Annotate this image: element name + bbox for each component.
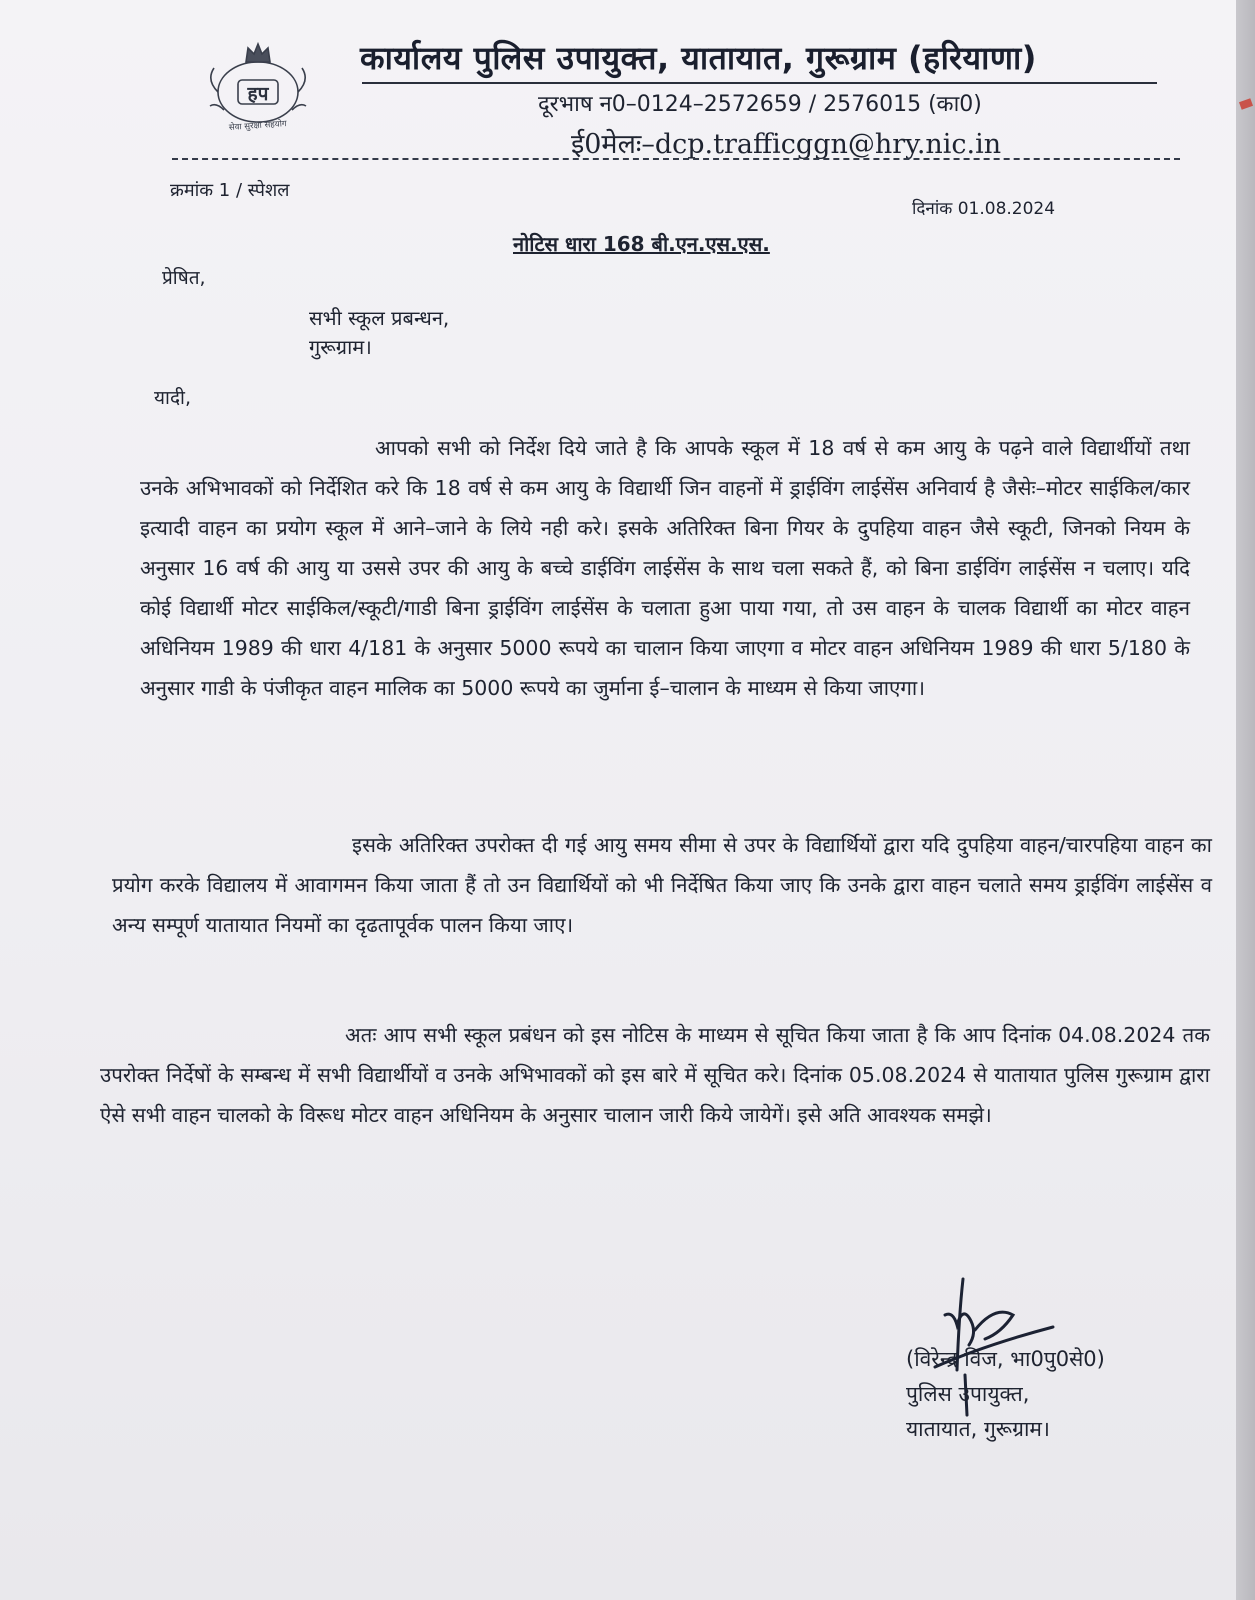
letter-date: दिनांक 01.08.2024	[912, 199, 1056, 219]
haryana-police-emblem	[196, 40, 321, 140]
signatory-name: (विरेन्द्र विज, भा0पु0से0)	[906, 1347, 1105, 1371]
salutation: यादी,	[154, 387, 191, 409]
recipient-line-1: सभी स्कूल प्रबन्धन,	[309, 306, 450, 330]
phone-number: दूरभाष न0–0124–2572659 / 2576015 (का0)	[538, 92, 982, 117]
recipient-line-2: गुरूग्राम।	[309, 335, 372, 359]
title-underline	[362, 82, 1157, 84]
emblem-motto: सेवा सुरक्षा सहयोग	[228, 119, 288, 134]
body-paragraph-1: आपको सभी को निर्देश दिये जाते है कि आपके स्कूल में 18 वर्ष से कम आयु के पढ़ने वाले विद्यार्थीयों तथा उनके अभिभावकों को निर्देशित करे कि 18 वर्ष से कम आयु के विद्यार्थी जिन वाहनों में ड्राईविंग लाईसेंस अनिवार्य है जैसेः–मोटर साईकिल/कार इत्यादी वाहन का प्रयोग स्कूल में आने–जाने के लिये नही करे। इसके अतिरिक्त बिना गियर के दुपहिया वाहन जैसे स्कूटी, जिनको नियम के अनुसार 16 वर्ष की आयु या उससे उपर की आयु के बच्चे डाईविंग लाईसेंस के साथ चला सकते हैं, को बिना डाईविंग लाईसेंस न चलाए। यदि कोई विद्यार्थी मोटर साईकिल/स्कूटी/गाडी बिना ड्राईविंग लाईसेंस के चलाता हुआ पाया गया, तो उस वाहन के चालक विद्यार्थी का मोटर वाहन अधिनियम 1989 की धारा 4/181 के अनुसार 5000 रूपये का चालान किया जाएगा व मोटर वाहन अधिनियम 1989 की धारा 5/180 के अनुसार गाडी के पंजीकृत वाहन मालिक का 5000 रूपये का जुर्माना ई–चालान के माध्यम से किया जाएगा।	[140, 436, 1190, 700]
reference-number: क्रमांक 1 / स्पेशल	[170, 180, 290, 201]
office-title: कार्यालय पुलिस उपायुक्त, यातायात, गुरूग्राम (हरियाणा)	[360, 39, 1037, 77]
to-label: प्रेषित,	[162, 267, 206, 289]
body-paragraph-2: इसके अतिरिक्त उपरोक्त दी गई आयु समय सीमा से उपर के विद्यार्थियों द्वारा यदि दुपहिया वाहन/चारपहिया वाहन का प्रयोग करके विद्यालय में आवागमन किया जाता हैं तो उन विद्यार्थियों को भी निर्देषित किया जाए कि उनके द्वारा वाहन चलाते समय ड्राईविंग लाईसेंस व अन्य सम्पूर्ण यातायात नियमों का दृढतापूर्वक पालन किया जाए।	[112, 833, 1212, 937]
header-divider	[172, 158, 1180, 160]
signatory-office: यातायात, गुरूग्राम।	[906, 1417, 1050, 1441]
email-address: ई0मेलः–dcp.trafficggn@hry.nic.in	[571, 129, 1002, 160]
emblem-monogram: हप	[247, 83, 269, 105]
body-paragraph-3: अतः आप सभी स्कूल प्रबंधन को इस नोटिस के माध्यम से सूचित किया जाता है कि आप दिनांक 04.08.2024 तक उपरोक्त निर्देषों के सम्बन्ध में सभी विद्यार्थीयों व उनके अभिभावकों को इस बारे में सूचित करे। दिनांक 05.08.2024 से यातायात पुलिस गुरूग्राम द्वारा ऐसे सभी वाहन चालको के विरूध मोटर वाहन अधिनियम के अनुसार चालान जारी किये जायेगें। इसे अति आवश्यक समझे।	[100, 1023, 1210, 1127]
signatory-designation: पुलिस उपायुक्त,	[906, 1382, 1030, 1406]
page-edge	[1236, 0, 1255, 1600]
notice-heading: नोटिस धारा 168 बी.एन.एस.एस.	[513, 232, 770, 256]
